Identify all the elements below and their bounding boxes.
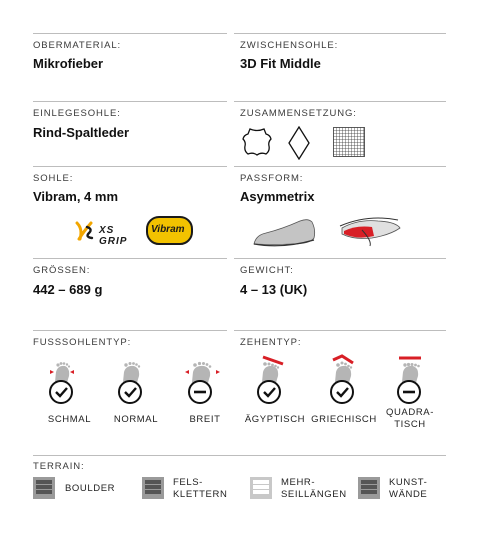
felsklettern-icon <box>142 477 164 499</box>
felsklettern-label-line2: KLETTERN <box>173 489 228 500</box>
kunstwaende-icon <box>358 477 380 499</box>
quadratisch-label-line2: TISCH <box>394 419 426 430</box>
divider <box>33 101 227 102</box>
groessen-value: 442 – 689 g <box>33 282 103 297</box>
passform-label: PASSFORM: <box>240 173 304 184</box>
kunstwaende-label <box>389 477 427 501</box>
boulder-icon <box>33 477 55 499</box>
divider <box>234 258 446 259</box>
gewicht-value: 4 – 13 (UK) <box>240 282 308 297</box>
zwischensohle-value: 3D Fit Middle <box>240 56 321 71</box>
breit-label: BREIT <box>189 414 221 425</box>
zusammensetzung-label: ZUSAMMENSETZUNG: <box>240 108 357 119</box>
egyptian-toe-icon <box>253 354 289 406</box>
zwischensohle-label: ZWISCHENSOHLE: <box>240 40 339 51</box>
quadratisch-label <box>380 407 440 431</box>
kunstwaende-label-line2: WÄNDE <box>389 489 428 500</box>
square-toe-icon <box>393 354 429 406</box>
wide-foot-icon <box>183 360 223 406</box>
groessen-label: GRÖSSEN: <box>33 265 91 276</box>
asymmetric-last-icon <box>338 216 408 248</box>
divider <box>234 166 446 167</box>
obermaterial-label: OBERMATERIAL: <box>33 40 122 51</box>
schmal-label: SCHMAL <box>47 414 92 425</box>
divider <box>234 33 446 34</box>
greek-toe-icon <box>326 354 362 406</box>
sohle-value: Vibram, 4 mm <box>33 189 119 204</box>
narrow-foot-icon <box>45 360 81 406</box>
divider <box>33 258 227 259</box>
kunstwaende-label-line1: KUNST- <box>389 477 428 488</box>
gewicht-label: GEWICHT: <box>240 265 294 276</box>
passform-value: Asymmetrix <box>240 189 315 204</box>
felsklettern-label-line1: FELS- <box>173 477 203 488</box>
mehrseillaengen-label <box>281 477 347 501</box>
textile-mesh-icon <box>333 127 365 157</box>
normal-label: NORMAL <box>113 414 159 425</box>
synthetic-diamond-icon <box>288 126 310 160</box>
mehrseillaengen-label-line2: SEILLÄNGEN <box>281 489 347 500</box>
quadratisch-label-line1: QUADRA- <box>385 407 434 418</box>
sohle-label: SOHLE: <box>33 173 74 184</box>
einlegesohle-label: EINLEGESOHLE: <box>33 108 121 119</box>
felsklettern-label <box>173 477 227 501</box>
einlegesohle-value: Rind-Spaltleder <box>33 125 130 140</box>
divider <box>33 166 227 167</box>
boulder-label: BOULDER <box>65 483 116 494</box>
leather-icon <box>241 126 273 158</box>
mehrseillaengen-label-line1: MEHR- <box>281 477 316 488</box>
terrain-label: TERRAIN: <box>33 461 85 472</box>
zehentyp-label: ZEHENTYP: <box>240 337 302 348</box>
divider <box>33 455 446 456</box>
mehrseillaengen-icon <box>250 477 272 499</box>
divider <box>234 101 446 102</box>
xs-grip-logo-text: XS GRIP <box>99 225 128 247</box>
normal-foot-icon <box>114 360 150 406</box>
vibram-logo-text: Vibram <box>151 224 185 235</box>
xs-grip-logo <box>75 219 145 247</box>
divider <box>33 33 227 34</box>
shoe-profile-icon <box>252 216 322 250</box>
divider <box>234 330 446 331</box>
griechisch-label: GRIECHISCH <box>311 414 377 425</box>
divider <box>33 330 227 331</box>
fusssohlentyp-label: FUSSSOHLENTYP: <box>33 337 132 348</box>
aegyptisch-label: ÄGYPTISCH <box>244 414 306 425</box>
obermaterial-value: Mikrofieber <box>33 56 104 71</box>
vibram-logo <box>146 216 193 245</box>
